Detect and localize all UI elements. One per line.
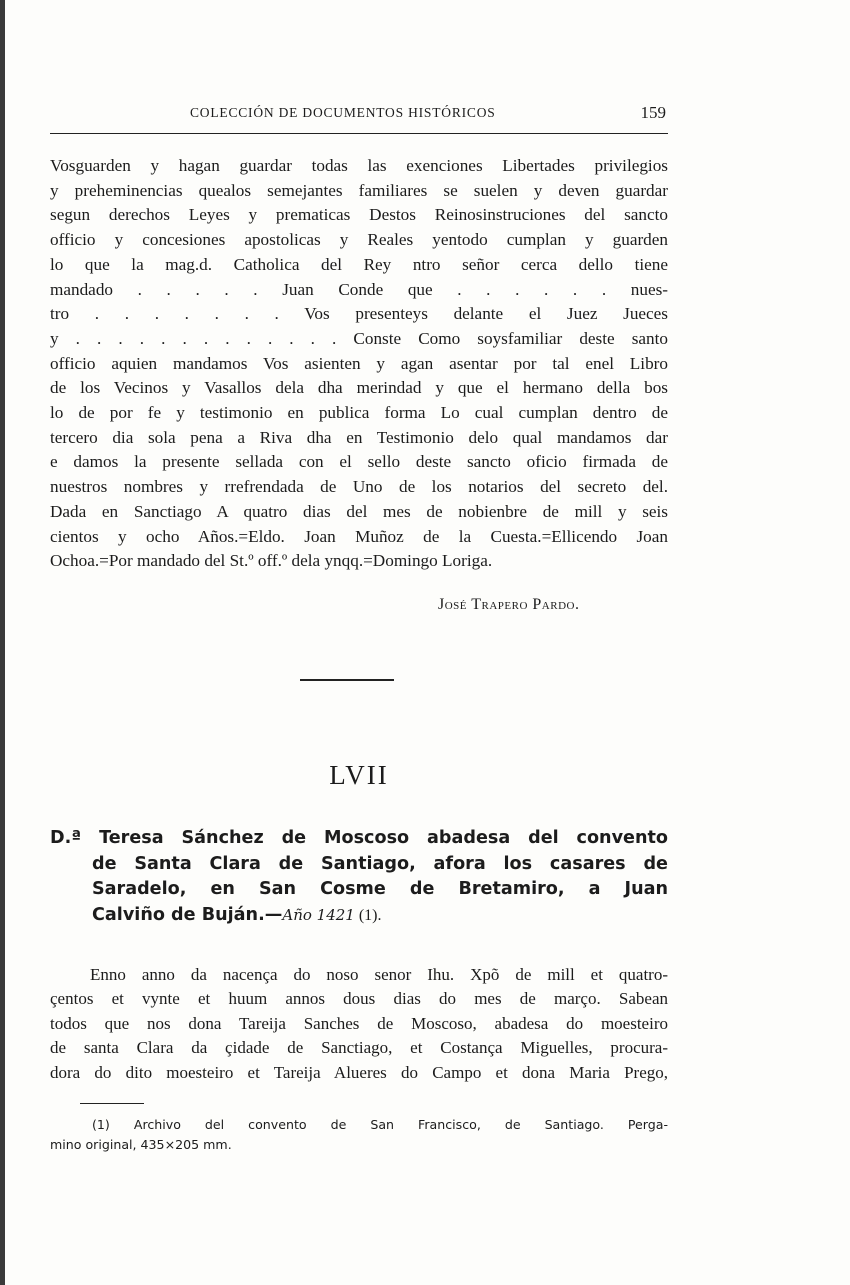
document-heading [50,826,668,928]
text-line: mandado . . . . . Juan Conde que . . . . . . nues- [50,279,668,299]
text-line: y . . . . . . . . . . . . . Conste Como soysfamiliar deste santo [50,328,668,348]
text-line: cientos y ocho Años.=Eldo. Joan Muñoz de la Cuesta.=Ellicendo Joan [50,526,668,546]
heading-line: Saradelo, en San Cosme de Bretamiro, a Juan [92,879,668,899]
text-line: tro . . . . . . . Vos presenteys delante el Juez Jueces [50,304,668,324]
heading-line: D.ª Teresa Sánchez de Moscoso abadesa del convento [50,828,668,848]
footnote-reference: (1). [354,906,382,924]
text-line: Dada en Sanctiago A quatro dias del mes de nobienbre de mill y seis [50,501,668,521]
charter-text [50,963,668,1085]
footnote-line: (1) Archivo del convento de San Francisco, de Santiago. Perga- [92,1117,668,1132]
running-title: COLECCIÓN DE DOCUMENTOS HISTÓRICOS [190,105,496,120]
text-line: Ochoa.=Por mandado del St.º off.º dela ynqq.=Domingo Loriga. [50,551,493,571]
text-line: Vosguarden y hagan guardar todas las exenciones Libertades privilegios [50,156,668,175]
footnote-rule [80,1103,144,1104]
text-line: y preheminencias quealos semejantes familiares se suelen y deven guardar [50,180,668,200]
page-binding-edge [0,0,5,1285]
text-line: segun derechos Leyes y prematicas Destos Reinosinstruciones del sancto [50,205,668,225]
running-header [50,103,668,133]
text-line: lo que la mag.d. Catholica del Rey ntro señor cerca dello tiene [50,254,668,274]
document-number: LVII [329,760,389,790]
heading-line-final [50,903,668,929]
text-line: nuestros nombres y rrefrendada de Uno de los notarios del secreto del. [50,477,668,497]
text-line: officio y concesiones apostolicas y Reales yentodo cumplan y guarden [50,230,668,250]
text-line: dora do dito moesteiro et Tareija Alueres do Campo et dona Maria Prego, [50,1062,668,1082]
text-line: todos que nos dona Tareija Sanches de Moscoso, abadesa do moesteiro [50,1013,668,1033]
previous-document-text [50,154,668,574]
author-signature: José Trapero Pardo. [438,596,580,613]
heading-line-text: Calviño de Buján.— [92,904,283,925]
page-number: 159 [640,103,666,122]
text-line: e damos la presente sellada con el sello deste sancto oficio firmada de [50,452,668,472]
text-line: Enno anno da nacença do noso senor Ihu. Xpõ de mill et quatro- [90,965,668,984]
footnote-line: mino original, 435×205 mm. [50,1137,232,1152]
text-line: officio aquien mandamos Vos asienten y agan asentar por tal enel Libro [50,353,668,373]
text-line: çentos et vynte et huum annos dous dias do mes de março. Sabean [50,989,668,1009]
footnote [50,1115,668,1155]
text-line: de los Vecinos y Vasallos dela dha merindad y que el hermano della bos [50,378,668,398]
header-rule [50,133,668,134]
text-line: tercero dia sola pena a Riva dha en Testimonio delo qual mandamos dar [50,427,668,447]
heading-year: Año 1421 [282,905,355,924]
heading-line: de Santa Clara de Santiago, afora los casares de [92,853,668,874]
section-separator [300,679,394,681]
text-line: de santa Clara da çidade de Sanctiago, et Costança Miguelles, procura- [50,1038,668,1058]
text-line: lo de por fe y testimonio en publica forma Lo cual cumplan dentro de [50,403,668,423]
